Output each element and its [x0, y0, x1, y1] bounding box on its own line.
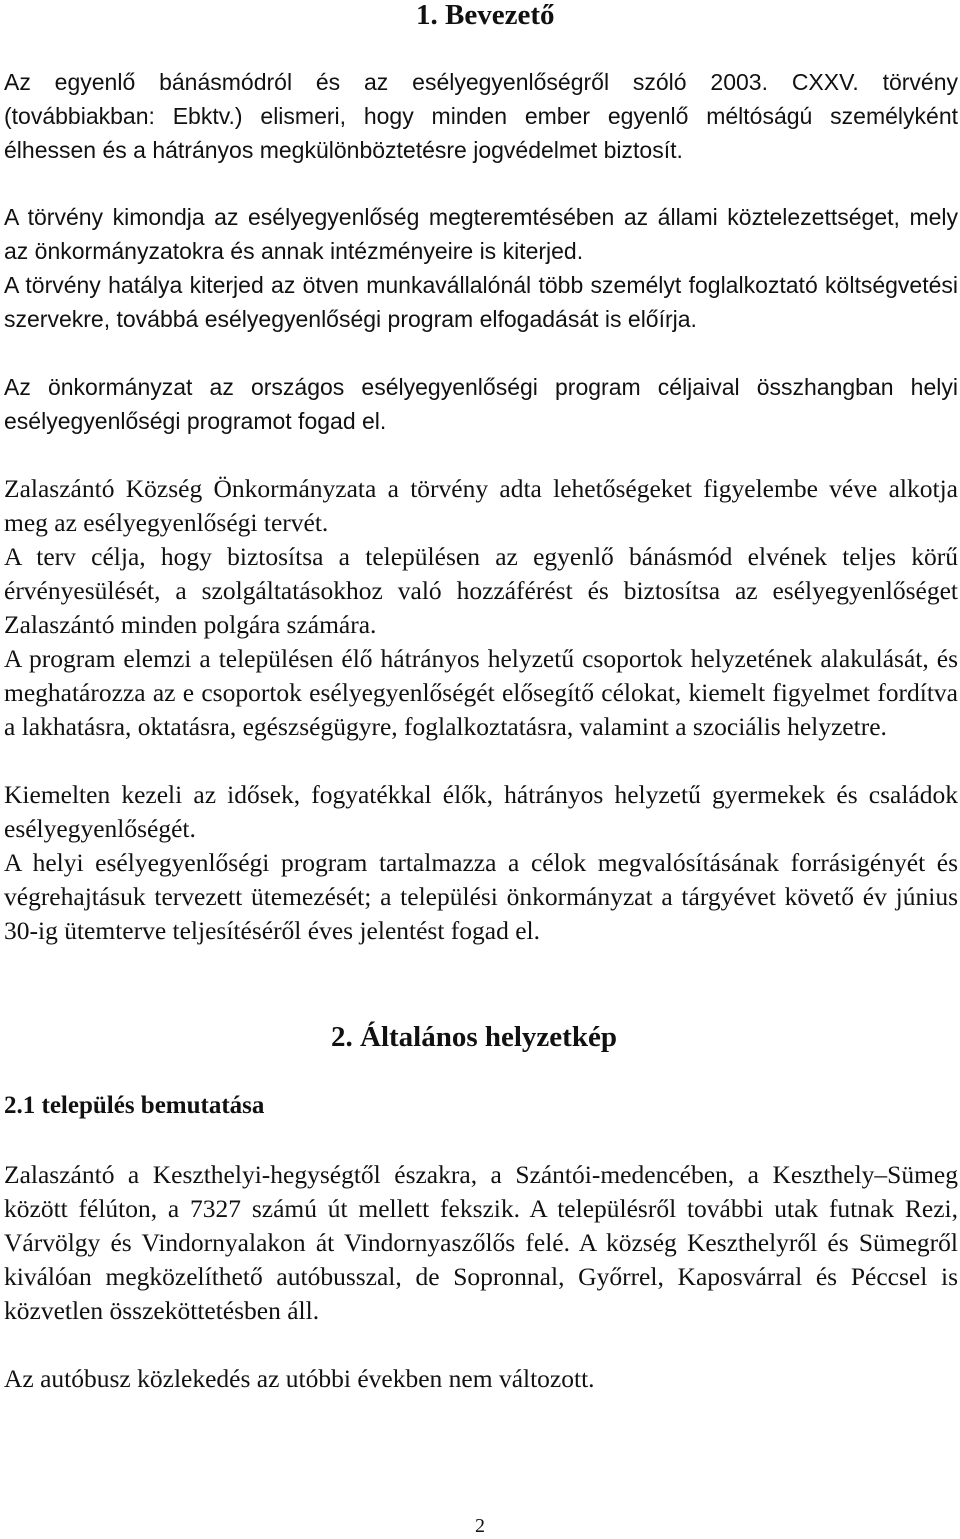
paragraph-program-content: A helyi esélyegyenlőségi program tartalmazza a célok megvalósításának forrásigényét és végrehajtásuk tervezett ütemezését; a települési önkormányzat a tárgyévet követő év június 30-ig ütemterve teljesítéséről éves jelentést fogad el.	[4, 848, 958, 945]
section-heading-general-situation: 2. Általános helyzetkép	[331, 1021, 617, 1053]
paragraph-municipality-plan: Zalaszántó Község Önkormányzata a törvény adta lehetőségeket figyelembe véve alkotja meg az esélyegyenlőségi tervét.	[4, 474, 958, 537]
paragraph-local-program: Az önkormányzat az országos esélyegyenlőségi program céljaival összhangban helyi esélyegyenlőségi programot fogad el.	[4, 374, 958, 434]
section-heading-introduction: 1. Bevezető	[416, 0, 555, 31]
paragraph-bus-transport: Az autóbusz közlekedés az utóbbi években nem változott.	[4, 1364, 595, 1393]
paragraph-state-obligation: A törvény kimondja az esélyegyenlőség megteremtésében az állami köztelezettséget, mely az önkormányzatokra és annak intézményeire is kiterjed.	[4, 204, 958, 264]
paragraph-priority-groups: Kiemelten kezeli az idősek, fogyatékkal élők, hátrányos helyzetű gyermekek és családok esélyegyenlőségét.	[4, 780, 958, 843]
page-number: 2	[475, 1515, 485, 1537]
subsection-heading-settlement: 2.1 település bemutatása	[4, 1092, 265, 1119]
paragraph-settlement-description: Zalaszántó a Keszthelyi-hegységtől északra, a Szántói-medencében, a Keszthely–Sümeg között félúton, a 7327 számú út mellett fekszik. A településről további utak futnak Rezi, Várvölgy és Vindornyalakon át Vindornyaszőlős felé. A község Keszthelyről és Sümegről kiválóan megközelíthető autóbusszal, de Sopronnal, Győrrel, Kaposvárral és Péccsel is közvetlen összeköttetésben áll.	[4, 1160, 958, 1325]
paragraph-ebktv-intro: Az egyenlő bánásmódról és az esélyegyenlőségről szóló 2003. CXXV. törvény (továbbiakban: Ebktv.) elismeri, hogy minden ember egyenlő méltóságú személyként élhessen és a hátrányos megkülönböztetésre jogvédelmet biztosít.	[4, 69, 958, 163]
paragraph-program-analysis: A program elemzi a településen élő hátrányos helyzetű csoportok helyzetének alakulását, és meghatározza az e csoportok esélyegyenlőségét elősegítő célokat, kiemelt figyelmet fordítva a lakhatásra, oktatásra, egészségügyre, foglalkoztatásra, valamint a szociális helyzetre.	[4, 644, 958, 741]
paragraph-plan-goal: A terv célja, hogy biztosítsa a településen az egyenlő bánásmód elvének teljes körű érvényesülését, a szolgáltatásokhoz való hozzáférést és biztosítsa az esélyegyenlőséget Zalaszántó minden polgára számára.	[4, 542, 958, 639]
paragraph-law-scope: A törvény hatálya kiterjed az ötven munkavállalónál több személyt foglalkoztató költségvetési szervekre, továbbá esélyegyenlőségi program elfogadását is előírja.	[4, 272, 958, 332]
